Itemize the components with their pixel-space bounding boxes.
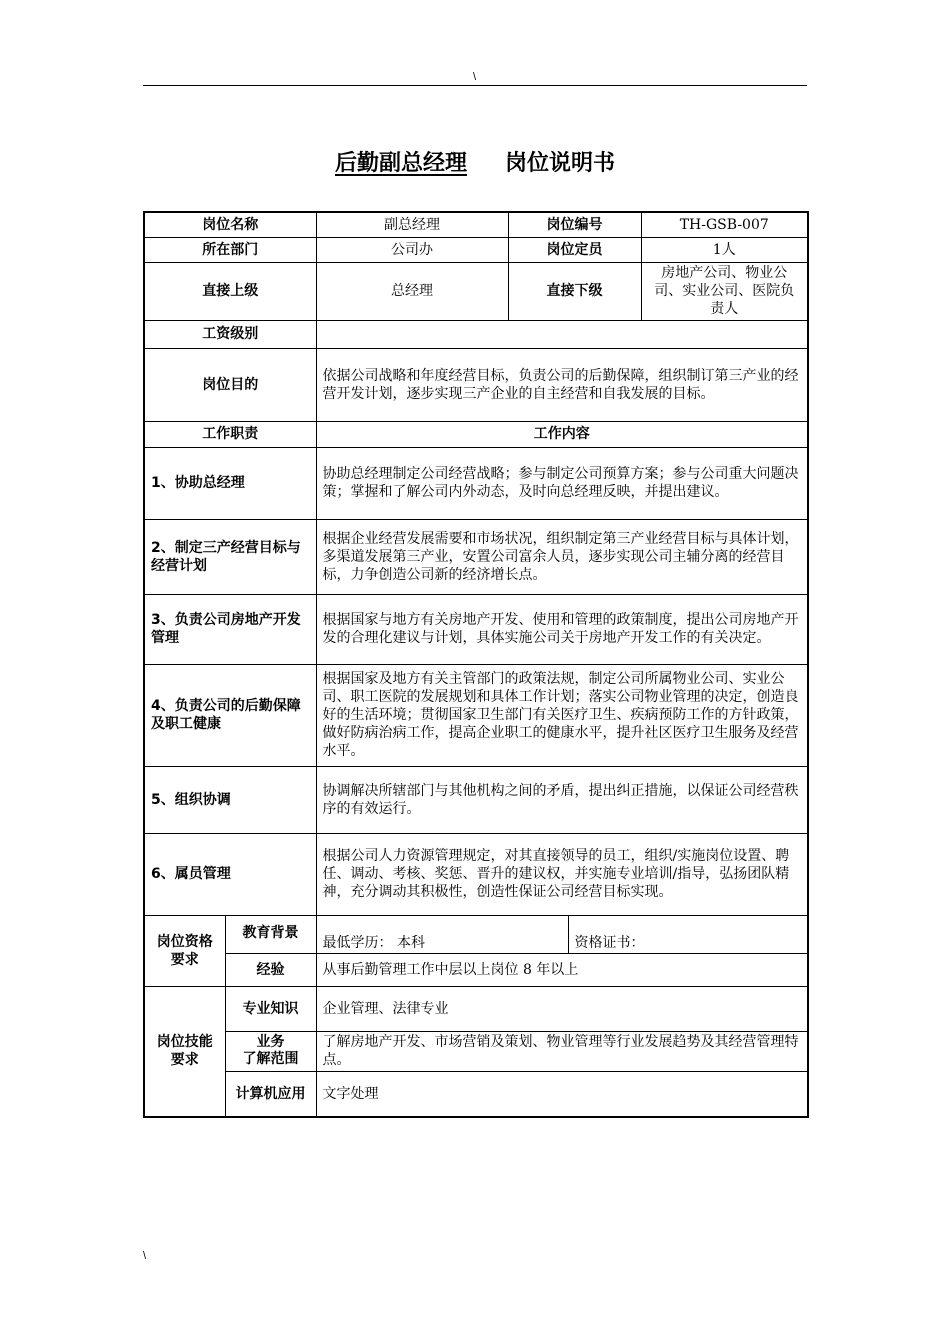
row-education xyxy=(144,915,808,953)
salary-value xyxy=(316,320,808,348)
business-value: 了解房地产开发、市场营销及策划、物业管理等行业发展趋势及其经营管理特点。 xyxy=(316,1031,808,1071)
experience-label: 经验 xyxy=(225,953,316,986)
certificate-value: 资格证书： xyxy=(568,915,808,953)
row-business xyxy=(144,1031,808,1071)
subordinate-label: 直接下级 xyxy=(508,262,641,320)
duty-content: 根据公司人力资源管理规定，对其直接领导的员工，组织/实施岗位设置、聘任、调动、考核、奖惩、晋升的建议权，并实施专业培训/指导，弘扬团队精神，充分调动其积极性，创造性保证公司经营目标实现。 xyxy=(316,833,808,915)
footer-mark: \ xyxy=(143,1250,147,1262)
education-label: 教育背景 xyxy=(225,915,316,953)
superior-label: 直接上级 xyxy=(144,262,316,320)
duty-content: 根据国家及地方有关主管部门的政策法规，制定公司所属物业公司、实业公司、职工医院的发展规划和具体工作计划；落实公司物业管理的决定，创造良好的生活环境；贯彻国家卫生部门有关医疗卫生、疾病预防工作的方针政策，做好防病治病工作，提高企业职工的健康水平，提升社区医疗卫生服务及经营水平。 xyxy=(316,664,808,766)
row-dept-quota xyxy=(144,237,808,262)
business-label xyxy=(225,1031,316,1071)
education-value: 最低学历： 本科 xyxy=(316,915,568,953)
skills-label: 岗位技能要求 xyxy=(144,986,225,1117)
duties-col-right: 工作内容 xyxy=(316,421,808,447)
purpose-value: 依据公司战略和年度经营目标，负责公司的后勤保障，组织制订第三产业的经营开发计划，逐步实现三产企业的自主经营和自我发展的目标。 xyxy=(316,348,808,421)
duty-row xyxy=(144,766,808,833)
name-label: 岗位名称 xyxy=(144,212,316,237)
duty-row xyxy=(144,447,808,519)
computer-label: 计算机应用 xyxy=(225,1071,316,1117)
page-title xyxy=(0,146,950,177)
superior-value: 总经理 xyxy=(316,262,508,320)
duty-title: 2、制定三产经营目标与经营计划 xyxy=(144,519,316,594)
duty-title: 6、属员管理 xyxy=(144,833,316,915)
row-duties-header xyxy=(144,421,808,447)
row-salary xyxy=(144,320,808,348)
duties-col-left: 工作职责 xyxy=(144,421,316,447)
dept-value: 公司办 xyxy=(316,237,508,262)
row-purpose xyxy=(144,348,808,421)
experience-value: 从事后勤管理工作中层以上岗位 8 年以上 xyxy=(316,953,808,986)
knowledge-value: 企业管理、法律专业 xyxy=(316,986,808,1031)
header-mark: \ xyxy=(473,71,477,83)
duty-title: 4、负责公司的后勤保障及职工健康 xyxy=(144,664,316,766)
job-description-table xyxy=(143,211,809,1118)
row-knowledge xyxy=(144,986,808,1031)
duty-content: 协助总经理制定公司经营战略；参与制定公司预算方案；参与公司重大问题决策；掌握和了解公司内外动态，及时向总经理反映，并提出建议。 xyxy=(316,447,808,519)
computer-value: 文字处理 xyxy=(316,1071,808,1117)
qualification-label: 岗位资格要求 xyxy=(144,915,225,986)
duty-row xyxy=(144,594,808,664)
row-superior-subordinate xyxy=(144,262,808,320)
duty-content: 根据企业经营发展需要和市场状况，组织制定第三产业经营目标与具体计划，多渠道发展第三产业，安置公司富余人员，逐步实现公司主辅分离的经营目标，力争创造公司新的经济增长点。 xyxy=(316,519,808,594)
name-value: 副总经理 xyxy=(316,212,508,237)
title-doctype: 岗位说明书 xyxy=(505,151,616,176)
quota-label: 岗位定员 xyxy=(508,237,641,262)
row-experience xyxy=(144,953,808,986)
row-name-code xyxy=(144,212,808,237)
quota-value: 1人 xyxy=(641,237,808,262)
header-rule xyxy=(143,85,807,86)
duty-title: 5、组织协调 xyxy=(144,766,316,833)
business-label-line1: 业务 xyxy=(256,1034,285,1050)
duty-row xyxy=(144,519,808,594)
code-value: TH-GSB-007 xyxy=(641,212,808,237)
duty-title: 3、负责公司房地产开发管理 xyxy=(144,594,316,664)
knowledge-label: 专业知识 xyxy=(225,986,316,1031)
title-position: 后勤副总经理 xyxy=(334,151,467,176)
duty-row xyxy=(144,664,808,766)
duty-row xyxy=(144,833,808,915)
dept-label: 所在部门 xyxy=(144,237,316,262)
business-label-line2: 了解范围 xyxy=(242,1051,299,1067)
subordinate-value: 房地产公司、物业公司、实业公司、医院负责人 xyxy=(641,262,808,320)
duty-title: 1、协助总经理 xyxy=(144,447,316,519)
row-computer xyxy=(144,1071,808,1117)
duty-content: 协调解决所辖部门与其他机构之间的矛盾，提出纠正措施，以保证公司经营秩序的有效运行。 xyxy=(316,766,808,833)
code-label: 岗位编号 xyxy=(508,212,641,237)
purpose-label: 岗位目的 xyxy=(144,348,316,421)
salary-label: 工资级别 xyxy=(144,320,316,348)
duty-content: 根据国家与地方有关房地产开发、使用和管理的政策制度，提出公司房地产开发的合理化建议与计划，具体实施公司关于房地产开发工作的有关决定。 xyxy=(316,594,808,664)
